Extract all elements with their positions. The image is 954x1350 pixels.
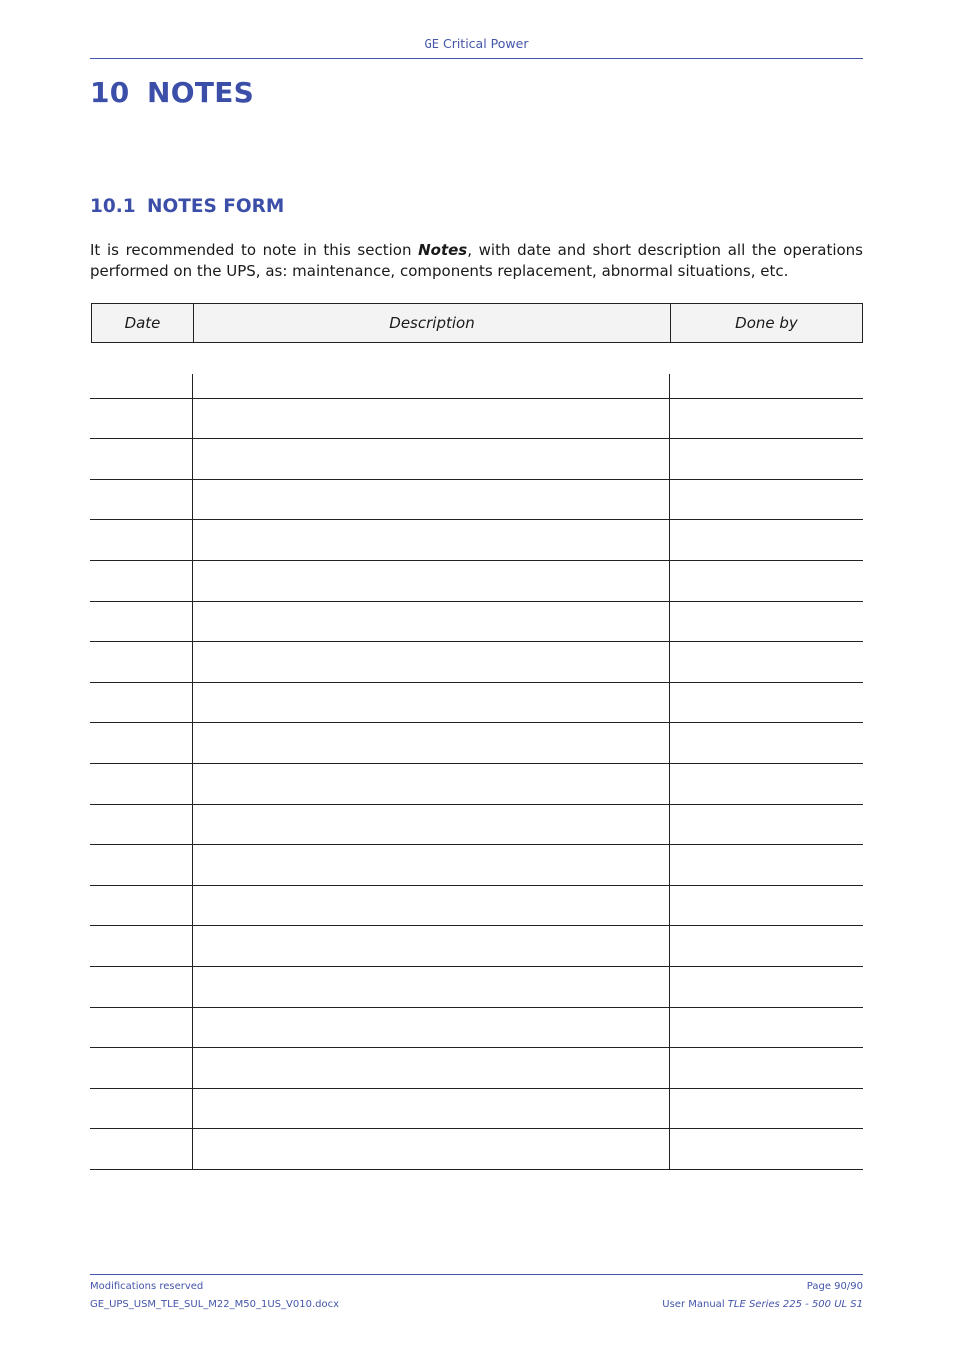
table-row — [90, 439, 863, 480]
done-by-cell[interactable] — [670, 1008, 863, 1048]
section-title: NOTES FORM — [147, 196, 285, 217]
description-cell[interactable] — [193, 683, 670, 723]
footer-manual-label: User Manual — [662, 1299, 728, 1310]
date-cell[interactable] — [90, 439, 193, 479]
table-row — [90, 642, 863, 683]
done-by-cell[interactable] — [670, 764, 863, 804]
date-cell[interactable] — [90, 805, 193, 845]
date-cell[interactable] — [90, 1089, 193, 1129]
header-done-by: Done by — [735, 314, 798, 332]
table-row — [90, 1129, 863, 1170]
intro-emphasis: Notes — [418, 241, 468, 259]
description-cell[interactable] — [193, 845, 670, 885]
date-cell[interactable] — [90, 1048, 193, 1088]
date-cell[interactable] — [90, 683, 193, 723]
section-number: 10.1 — [90, 196, 136, 217]
table-row — [90, 805, 863, 846]
table-row — [90, 520, 863, 561]
section-heading — [90, 196, 284, 217]
date-cell[interactable] — [90, 926, 193, 966]
table-row — [90, 1089, 863, 1130]
description-cell[interactable] — [193, 1048, 670, 1088]
date-cell[interactable] — [90, 642, 193, 682]
done-by-cell[interactable] — [670, 886, 863, 926]
date-cell[interactable] — [90, 764, 193, 804]
date-cell[interactable] — [90, 723, 193, 763]
done-by-cell[interactable] — [670, 602, 863, 642]
description-cell[interactable] — [193, 926, 670, 966]
table-row — [90, 723, 863, 764]
footer-manual — [662, 1296, 863, 1314]
description-cell[interactable] — [193, 642, 670, 682]
table-row — [90, 399, 863, 440]
done-by-cell[interactable] — [670, 480, 863, 520]
done-by-cell[interactable] — [670, 1129, 863, 1169]
done-by-cell[interactable] — [670, 520, 863, 560]
description-cell[interactable] — [193, 764, 670, 804]
description-cell[interactable] — [193, 886, 670, 926]
notes-table-header — [91, 303, 863, 343]
footer-filename: GE_UPS_USM_TLE_SUL_M22_M50_1US_V010.docx — [90, 1299, 340, 1310]
description-cell[interactable] — [193, 967, 670, 1007]
date-cell[interactable] — [90, 374, 193, 398]
table-row — [90, 926, 863, 967]
done-by-cell[interactable] — [670, 967, 863, 1007]
done-by-cell[interactable] — [670, 642, 863, 682]
description-cell[interactable] — [193, 480, 670, 520]
date-cell[interactable] — [90, 602, 193, 642]
done-by-cell[interactable] — [670, 805, 863, 845]
table-row — [90, 561, 863, 602]
done-by-cell[interactable] — [670, 439, 863, 479]
footer-page-number: Page 90/90 — [806, 1281, 863, 1292]
header-title: Critical Power — [442, 36, 529, 51]
done-by-cell[interactable] — [670, 926, 863, 966]
footer-manual-series: TLE Series 225 - 500 UL S1 — [727, 1299, 863, 1310]
done-by-cell[interactable] — [670, 683, 863, 723]
intro-text-after: , with date and short description all the operations performed on the UPS, as: maintenance, components replacement, abnormal situations, etc. — [90, 241, 863, 280]
date-cell[interactable] — [90, 399, 193, 439]
description-cell[interactable] — [193, 1129, 670, 1169]
page-header — [90, 36, 863, 59]
date-cell[interactable] — [90, 480, 193, 520]
description-cell[interactable] — [193, 399, 670, 439]
date-cell[interactable] — [90, 1008, 193, 1048]
date-cell[interactable] — [90, 520, 193, 560]
intro-paragraph — [90, 240, 863, 282]
intro-text-before: It is recommended to note in this section — [90, 241, 419, 259]
footer-modifications: Modifications reserved — [90, 1281, 204, 1292]
notes-table-body — [90, 374, 863, 1170]
table-row — [90, 967, 863, 1008]
description-cell[interactable] — [193, 439, 670, 479]
page-footer — [90, 1274, 863, 1314]
done-by-cell[interactable] — [670, 845, 863, 885]
header-description: Description — [194, 304, 671, 342]
done-by-cell[interactable] — [670, 561, 863, 601]
chapter-number: 10 — [90, 76, 130, 109]
date-cell[interactable] — [90, 1129, 193, 1169]
date-cell[interactable] — [90, 886, 193, 926]
chapter-heading — [90, 76, 254, 109]
done-by-cell[interactable] — [670, 1089, 863, 1129]
chapter-title: NOTES — [147, 76, 255, 109]
date-cell[interactable] — [90, 967, 193, 1007]
date-cell[interactable] — [90, 561, 193, 601]
description-cell[interactable] — [193, 1089, 670, 1129]
description-cell[interactable] — [193, 805, 670, 845]
table-row — [90, 1008, 863, 1049]
done-by-cell[interactable] — [670, 723, 863, 763]
done-by-cell[interactable] — [670, 1048, 863, 1088]
table-row — [90, 764, 863, 805]
description-cell[interactable] — [193, 723, 670, 763]
description-cell[interactable] — [193, 602, 670, 642]
table-row — [90, 374, 863, 399]
table-row — [90, 886, 863, 927]
header-date: Date — [92, 304, 194, 342]
table-row — [90, 683, 863, 724]
done-by-cell[interactable] — [670, 399, 863, 439]
done-by-cell[interactable] — [670, 374, 863, 398]
table-row — [90, 845, 863, 886]
description-cell[interactable] — [193, 520, 670, 560]
ge-brand: GE — [424, 37, 439, 51]
description-cell[interactable] — [193, 374, 670, 398]
table-row — [90, 480, 863, 521]
table-row — [90, 1048, 863, 1089]
description-cell[interactable] — [193, 1008, 670, 1048]
date-cell[interactable] — [90, 845, 193, 885]
description-cell[interactable] — [193, 561, 670, 601]
table-row — [90, 602, 863, 643]
